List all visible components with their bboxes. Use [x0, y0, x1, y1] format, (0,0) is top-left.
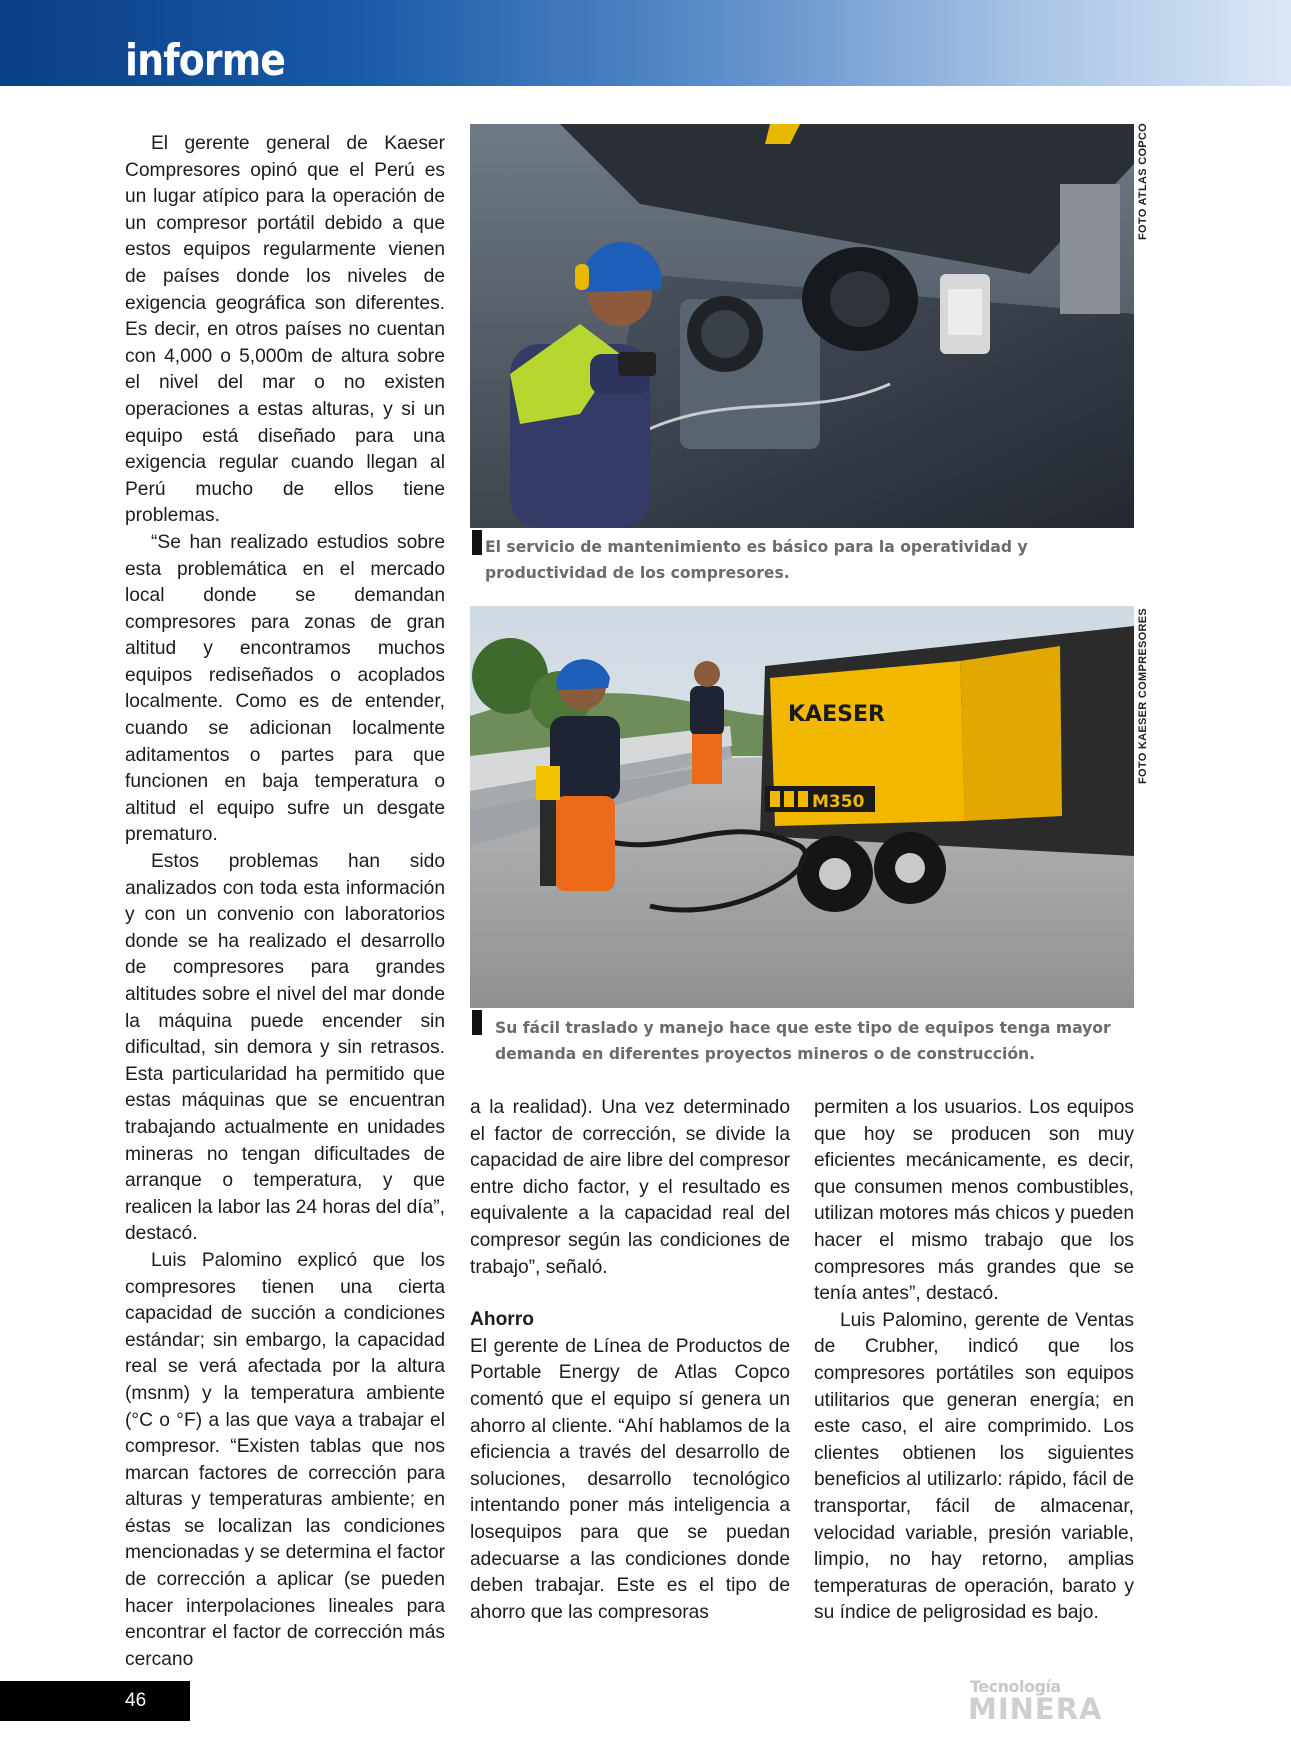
maintenance-photo-illustration	[470, 124, 1134, 528]
caption-marker	[472, 1010, 482, 1035]
photo-credit: FOTO KAESER COMPRESORES	[1137, 608, 1149, 784]
paragraph: Estos problemas han sido analizados con toda esta información y con un convenio con laboratorios donde se ha realizado el desarrollo de compresores para grandes altitudes sobre el nivel del mar donde la máquina puede encender sin dificultad, sin demora y sin retrasos. Esta particularidad ha permitido que estas máquinas que se encuentran trabajando actualmente en unidades mineras no tengan dificultades de arranque o temperatura, y que realicen la labor las 24 horas del día”, destacó.	[125, 851, 445, 1245]
paragraph: permiten a los usuarios. Los equipos que hoy se producen son muy eficientes mecánicamente, es decir, que consumen menos combustibles, utilizan motores más chicos y pueden hacer el mismo trabajo que los compresores más grandes que se tenía antes”, destacó.	[814, 1097, 1134, 1305]
paragraph: Luis Palomino, gerente de Ventas de Crubher, indicó que los compresores portátiles son equipos utilitarios que generan energía; en este caso, el aire comprimido. Los clientes obtienen los siguientes beneficios al utilizarlo: rápido, fácil de transportar, fácil de almacenar, velocidad variable, presión variable, limpio, no hay retorno, amplias temperaturas de operación, barato y su índice de peligrosidad es bajo.	[814, 1309, 1134, 1624]
logo-bottom-text: MINERA	[968, 1692, 1103, 1726]
page-number-box	[0, 1681, 190, 1721]
page-number: 46	[125, 1690, 147, 1711]
compressor-brand-text: KAESER	[788, 702, 885, 727]
photo-caption: Su fácil traslado y manejo hace que este tipo de equipos tenga mayor demanda en diferentes proyectos mineros o de construcción.	[495, 1019, 1111, 1063]
article-column-2	[470, 1095, 790, 1626]
magazine-logo	[965, 1678, 1135, 1724]
paragraph: “Se han realizado estudios sobre esta problemática en el mercado local donde se demandan compresores para zonas de gran altitud y encontramos muchos equipos rediseñados o acoplados localmente. Como es de entender, cuando se adicionan localmente aditamentos o partes para que funcionen en baja temperatura o altitud el equipo sufre un desgate prematuro.	[125, 531, 445, 846]
compressor-model-text: M350	[812, 792, 865, 812]
compressor-photo-illustration	[470, 606, 1134, 1008]
photo-caption: El servicio de mantenimiento es básico para la operatividad y productividad de los compresores.	[485, 538, 1028, 582]
section-title: informe	[125, 35, 286, 86]
paragraph: a la realidad). Una vez determinado el factor de corrección, se divide la capacidad de aire libre del compresor entre dicho factor, y el resultado es equivalente a la capacidad real del compresor según las condiciones de trabajo”, señaló.	[470, 1097, 790, 1278]
logo-top-text: Tecnología	[970, 1677, 1061, 1696]
photo-credit: FOTO ATLAS COPCO	[1137, 122, 1149, 240]
article-column-1	[125, 131, 445, 1673]
caption-marker	[472, 530, 482, 555]
maintenance-photo	[470, 124, 1134, 528]
subheading: Ahorro	[470, 1309, 534, 1331]
paragraph: El gerente general de Kaeser Compresores opinó que el Perú es un lugar atípico para la operación de un compresor portátil debido a que estos equipos regularmente vienen de países donde los niveles de exigencia geográfica son diferentes. Es decir, en otros países no cuentan con 4,000 o 5,000m de altura sobre el nivel del mar o no existen operaciones a estas alturas, y si un equipo está diseñado para una exigencia regular cuando llegan al Perú mucho de ellos tiene problemas.	[125, 133, 445, 527]
article-column-3	[814, 1095, 1134, 1627]
paragraph: El gerente de Línea de Productos de Portable Energy de Atlas Copco comentó que el equipo sí genera un ahorro al cliente. “Ahí hablamos de la eficiencia a través del desarrollo de soluciones, desarrollo tecnológico intentando poner más inteligencia a losequipos para que se puedan adecuarse a las condiciones donde deben trabajar. Este es el tipo de ahorro que las compresoras	[470, 1335, 790, 1623]
paragraph: Luis Palomino explicó que los compresores tienen una cierta capacidad de succión a condiciones estándar; sin embargo, la capacidad real se verá afectada por la altura (msnm) y la temperatura ambiente (°C o °F) a las que vaya a trabajar el compresor. “Existen tablas que nos marcan factores de corrección para alturas y temperaturas ambiente; en éstas se localizan las condiciones mencionadas y se determina el factor de corrección a aplicar (se pueden hacer interpolaciones lineales para encontrar el factor de corrección más cercano	[125, 1249, 445, 1670]
compressor-photo	[470, 606, 1134, 1008]
